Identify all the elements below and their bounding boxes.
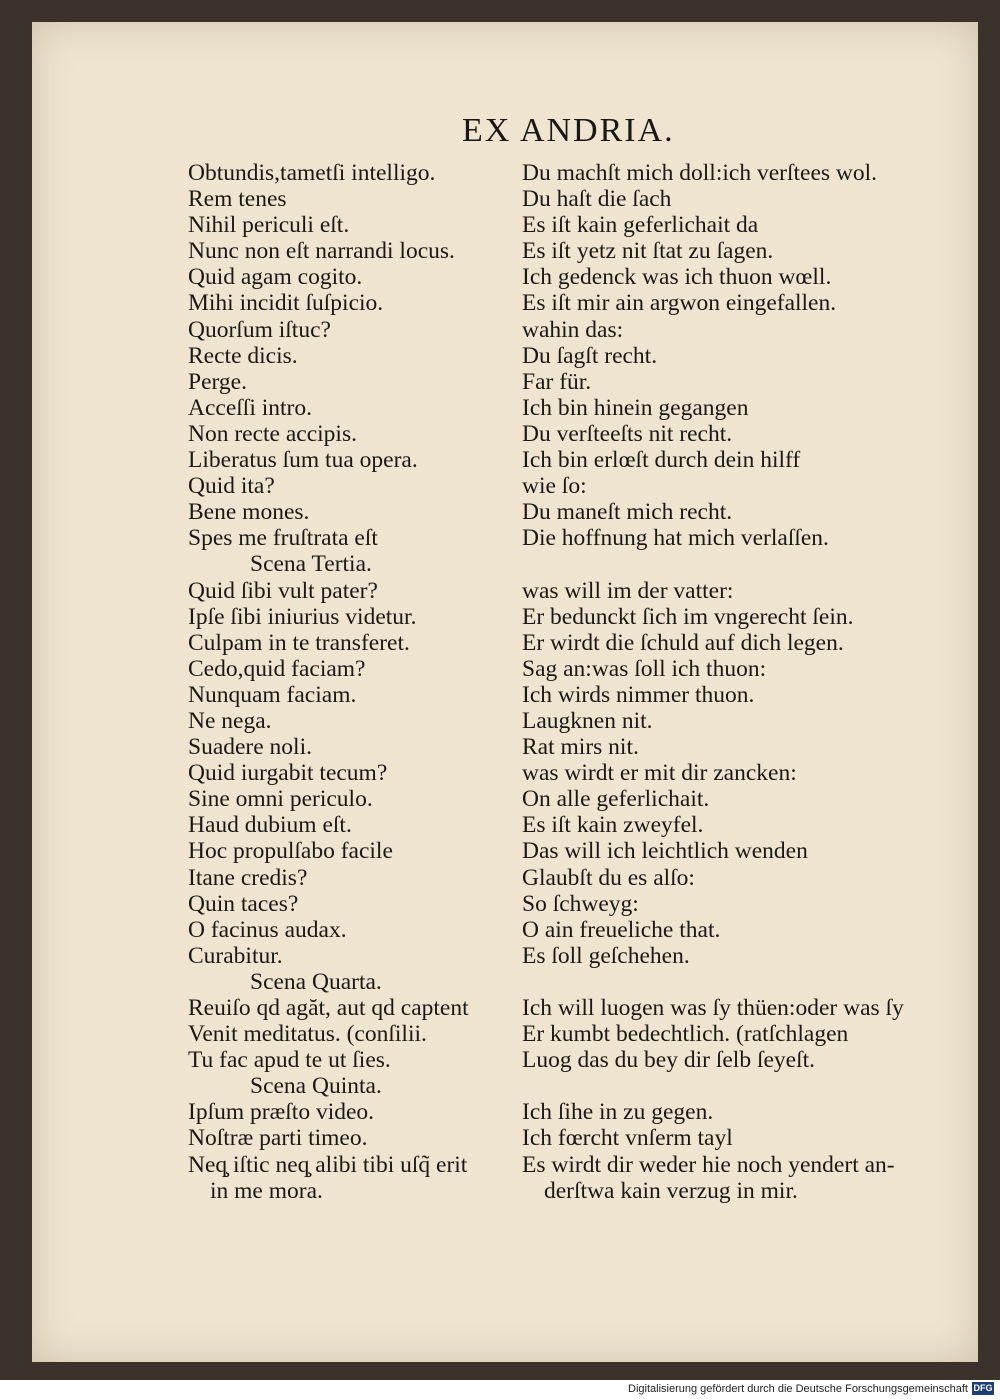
latin-line: Suadere noli. xyxy=(188,734,312,761)
german-line: So ſchweyg: xyxy=(522,890,639,917)
german-line: Ich wirds nimmer thuon. xyxy=(522,681,755,708)
german-column xyxy=(522,160,942,1204)
latin-line: Venit meditatus. (conſilii. xyxy=(188,1021,427,1048)
latin-line: Culpam in te transferet. xyxy=(188,629,410,656)
german-line: Du verſteeſts nit recht. xyxy=(522,420,733,447)
latin-line: Nihil periculi eſt. xyxy=(188,212,350,239)
german-line: was will im der vatter: xyxy=(522,577,734,604)
german-line: wie ſo: xyxy=(522,473,587,500)
latin-line: Rem tenes xyxy=(188,186,287,213)
german-line: Es iſt mir ain argwon eingefallen. xyxy=(522,290,837,317)
latin-line: Cedo,quid faciam? xyxy=(188,655,366,682)
scene-heading: Scena Quinta. xyxy=(250,1073,382,1100)
german-line: Es iſt yetz nit ſtat zu ſagen. xyxy=(522,238,774,265)
dfg-logo: DFG xyxy=(973,1383,993,1393)
german-line: Glaubſt du es alſo: xyxy=(522,864,695,891)
german-line: Er bedunckt ſich im vngerecht ſein. xyxy=(522,603,854,630)
german-line: On alle geferlichait. xyxy=(522,786,710,813)
running-head: EX ANDRIA. xyxy=(462,112,675,149)
scene-heading: Scena Quarta. xyxy=(250,968,382,995)
german-line: O ain freueliche that. xyxy=(522,916,721,943)
german-line: Far für. xyxy=(522,368,592,395)
german-line: Ich gedenck was ich thuon wœll. xyxy=(522,264,832,291)
latin-line: Acceſſi intro. xyxy=(188,394,312,421)
latin-line: Ipſum præſto video. xyxy=(188,1099,375,1126)
footer-bar xyxy=(0,1380,1000,1399)
latin-line: Quid agam cogito. xyxy=(188,264,363,291)
german-line: Es iſt kain geferlichait da xyxy=(522,212,759,239)
latin-line: Tu fac apud te ut ſies. xyxy=(188,1047,391,1074)
german-line: Du maneſt mich recht. xyxy=(522,499,733,526)
german-line: Er wirdt die ſchuld auf dich legen. xyxy=(522,629,844,656)
german-line xyxy=(522,969,942,995)
german-line: Du machſt mich doll:ich verſtees wol. xyxy=(522,160,878,186)
german-line: wahin das: xyxy=(522,316,624,343)
scene-heading: Scena Tertia. xyxy=(250,551,372,578)
german-line: Ich bin erlœſt durch dein hilff xyxy=(522,447,801,474)
german-line: Ich will luogen was ſy thüen:oder was ſy xyxy=(522,995,904,1021)
latin-line: Quid ita? xyxy=(188,473,275,500)
german-line: Er kumbt bedechtlich. (ratſchlagen xyxy=(522,1021,849,1048)
german-line: Die hoffnung hat mich verlaſſen. xyxy=(522,525,829,552)
latin-line: Liberatus ſum tua opera. xyxy=(188,447,418,474)
latin-line: Haud dubium eſt. xyxy=(188,812,352,839)
latin-line: Spes me fruſtrata eſt xyxy=(188,525,378,552)
german-line xyxy=(522,551,942,577)
german-line: Das will ich leichtlich wenden xyxy=(522,838,808,865)
latin-line: Quid ſibi vult pater? xyxy=(188,577,378,604)
german-line: Ich fœrcht vnſerm tayl xyxy=(522,1125,733,1152)
latin-line: Bene mones. xyxy=(188,499,310,526)
latin-line: Perge. xyxy=(188,368,247,395)
latin-line: Mihi incidit ſuſpicio. xyxy=(188,290,384,317)
german-line: Ich ſihe in zu gegen. xyxy=(522,1099,714,1126)
german-line: Du haſt die ſach xyxy=(522,186,672,213)
latin-line: O facinus audax. xyxy=(188,916,347,943)
german-line: Rat mirs nit. xyxy=(522,734,639,761)
latin-line: Itane credis? xyxy=(188,864,308,891)
latin-line: Sine omni periculo. xyxy=(188,786,373,813)
latin-line: Quorſum iſtuc? xyxy=(188,316,331,343)
latin-line: Non recte accipis. xyxy=(188,420,357,447)
german-line: Laugknen nit. xyxy=(522,707,653,734)
german-line: Du ſagſt recht. xyxy=(522,342,658,369)
latin-column xyxy=(188,160,533,1204)
latin-line: Nunc non eſt narrandi locus. xyxy=(188,238,455,265)
latin-line: Quid iurgabit tecum? xyxy=(188,760,388,787)
german-line: Es ſoll geſchehen. xyxy=(522,942,690,969)
latin-line: in me mora. xyxy=(210,1177,323,1204)
latin-line: Noſtræ parti timeo. xyxy=(188,1125,368,1152)
latin-line: Curabitur. xyxy=(188,942,283,969)
german-line: Es iſt kain zweyfel. xyxy=(522,812,704,839)
footer-credit: Digitalisierung gefördert durch die Deutsche Forschungsgemeinschaft xyxy=(628,1383,968,1395)
german-line: Sag an:was ſoll ich thuon: xyxy=(522,655,767,682)
german-line: was wirdt er mit dir zancken: xyxy=(522,760,797,787)
latin-line: Recte dicis. xyxy=(188,342,298,369)
latin-line: Hoc propulſabo facile xyxy=(188,838,393,865)
german-line: Luog das du bey dir ſelb ſeyeſt. xyxy=(522,1047,816,1074)
latin-line: Neq̧ iſtic neq̧ alibi tibi uſq̃ erit xyxy=(188,1151,468,1178)
latin-line: Nunquam faciam. xyxy=(188,681,357,708)
latin-line: Ipſe ſibi iniurius videtur. xyxy=(188,603,417,630)
latin-line: Quin taces? xyxy=(188,890,299,917)
german-line xyxy=(522,1073,942,1099)
german-line: Ich bin hinein gegangen xyxy=(522,394,749,421)
latin-line: Ne nega. xyxy=(188,707,272,734)
german-line: derſtwa kain verzug in mir. xyxy=(544,1177,798,1204)
latin-line: Obtundis,tametſi intelligo. xyxy=(188,160,436,186)
latin-line: Reuiſo qd agăt, aut qd captent xyxy=(188,995,469,1021)
german-line: Es wirdt dir weder hie noch yendert an- xyxy=(522,1151,895,1178)
